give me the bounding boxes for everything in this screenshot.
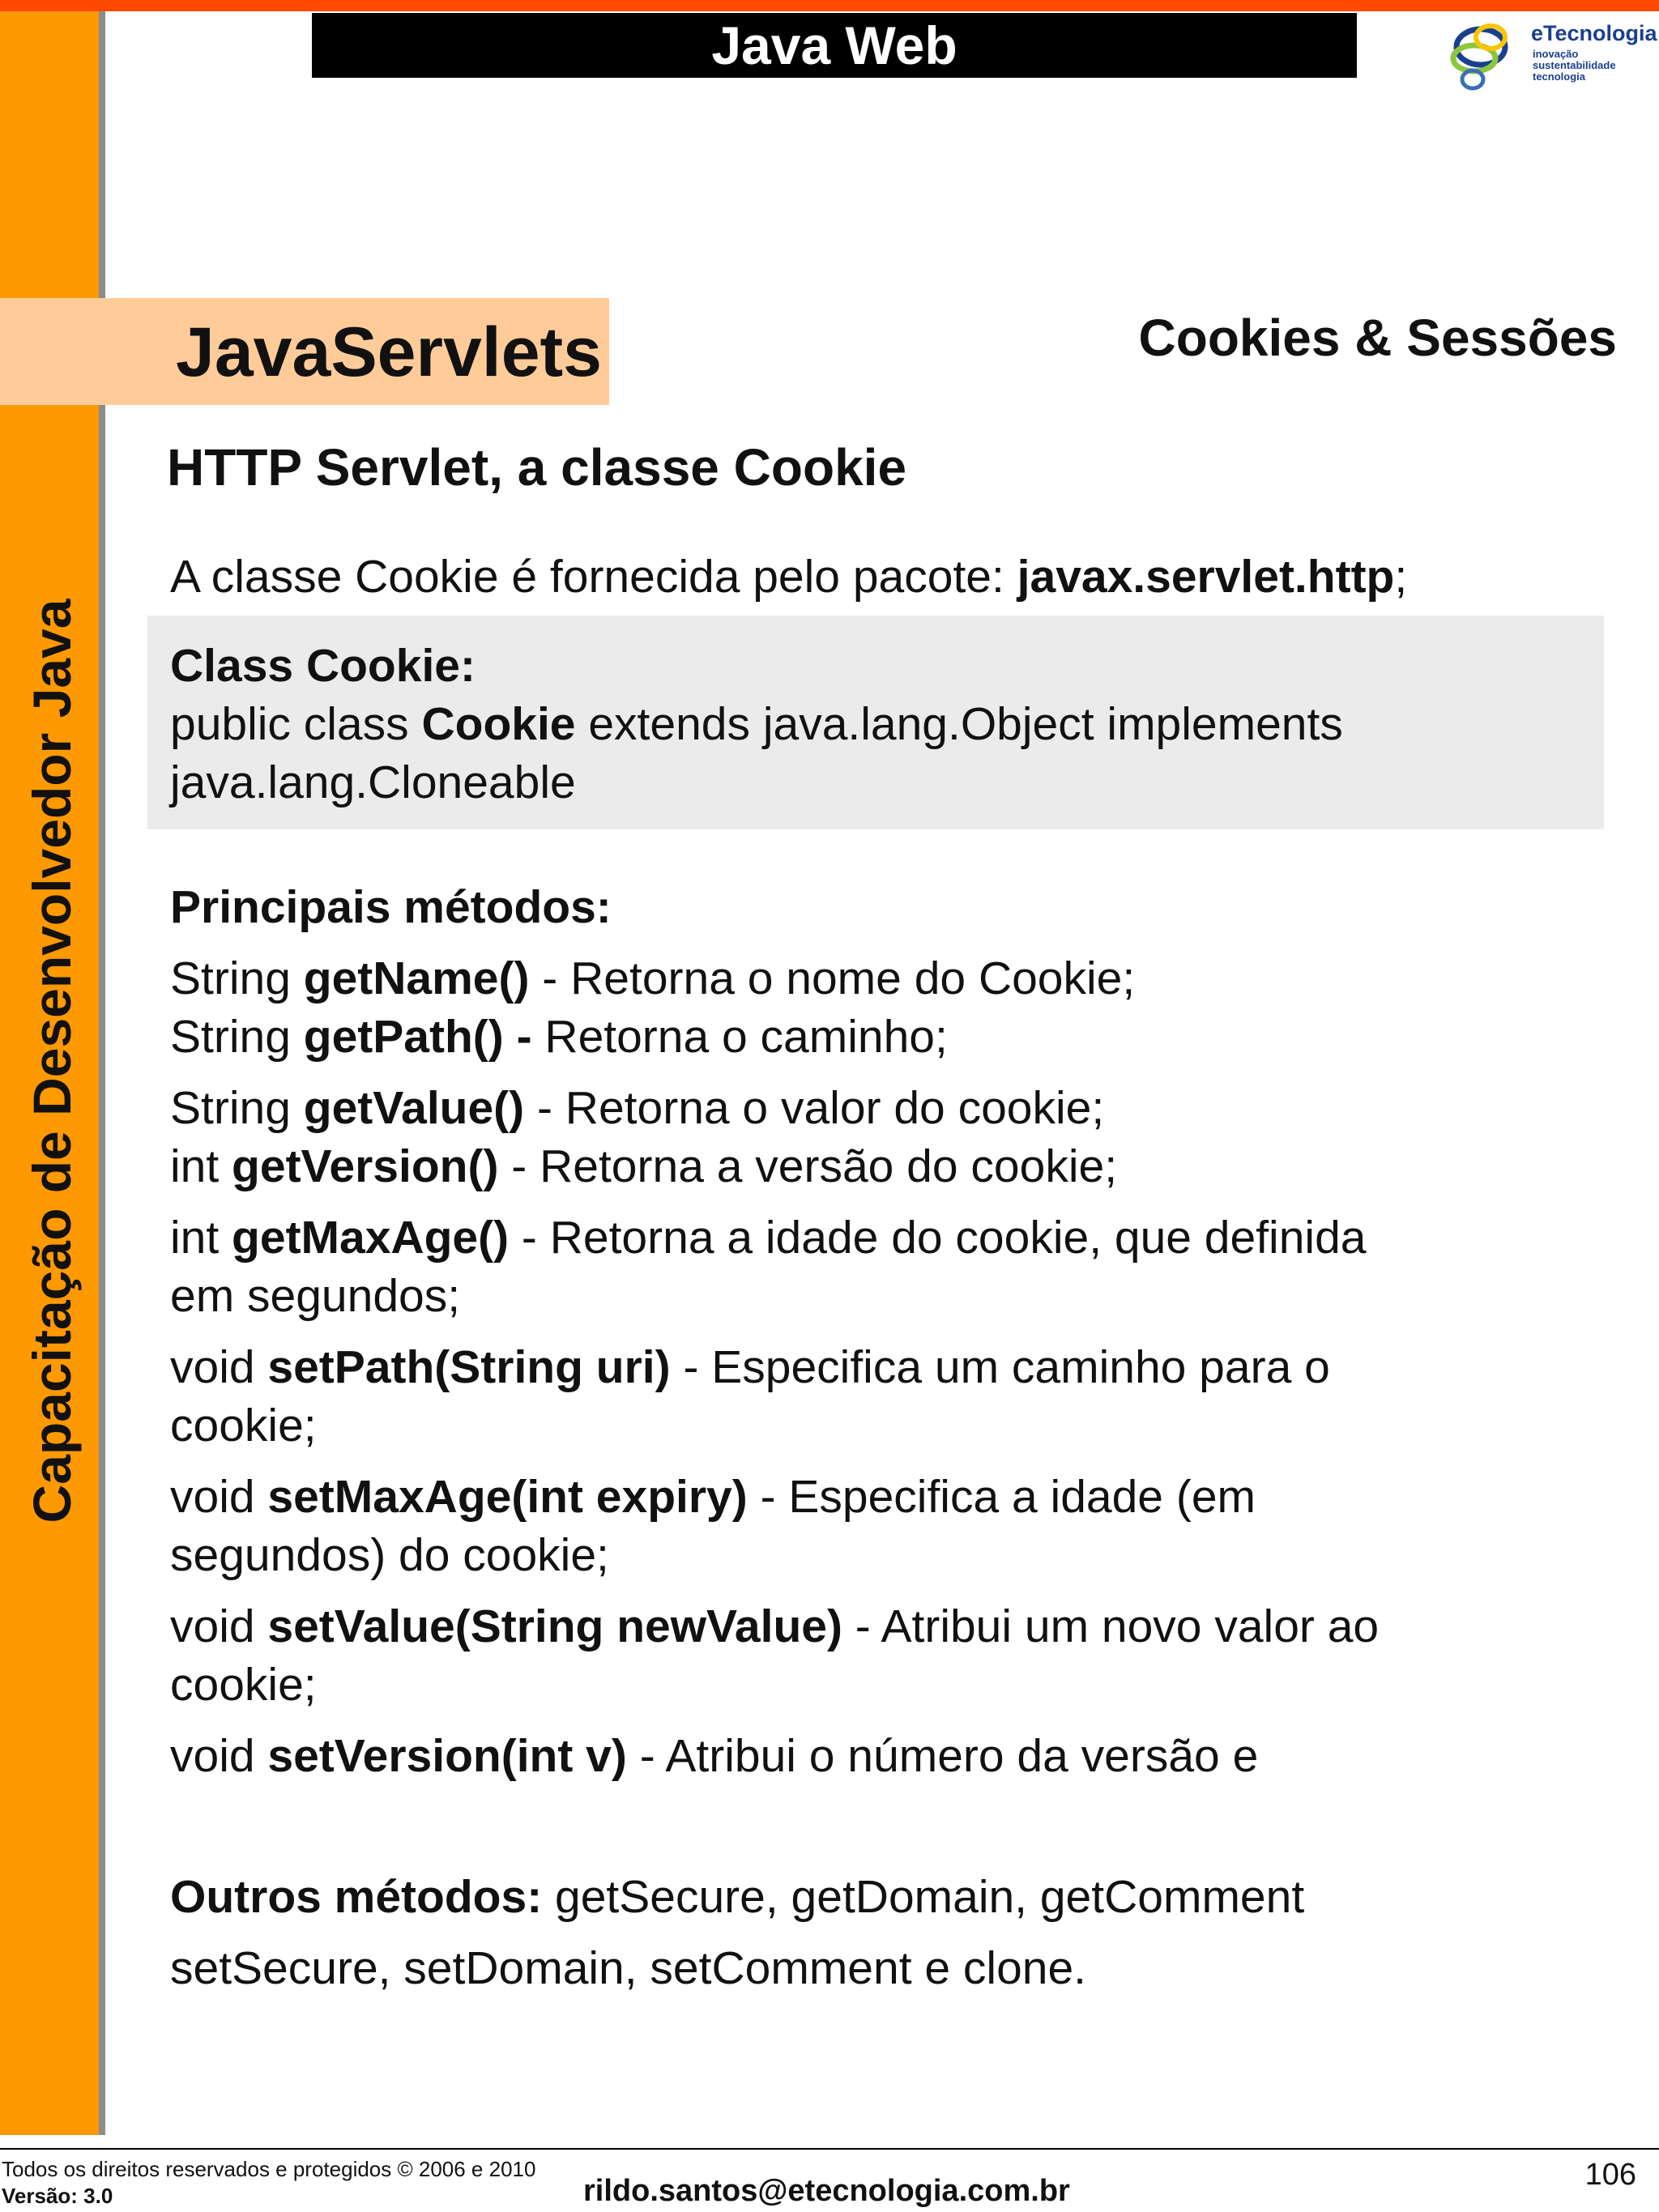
footer-version: Versão: 3.0 [2,2184,113,2208]
method-item: void setMaxAge(int expiry) - Especifica a idade (em segundos) do cookie; [170,1471,1256,1581]
other-methods: Outros métodos: getSecure, getDomain, getComment [170,1871,1305,1923]
other-methods-line2: setSecure, setDomain, setComment e clone. [170,1942,1087,1994]
method-item: void setPath(String uri) - Especifica um caminho para o cookie; [170,1341,1330,1451]
class-box-title: Class Cookie: [170,640,476,692]
page-number: 106 [1584,2158,1636,2192]
class-name: Cookie [421,698,576,750]
methods-title: Principais métodos: [170,881,612,933]
method-item: String getName() - Retorna o nome do Cookie; [170,953,1136,1004]
sidebar-title: Capacitação de Desenvolvedor Java [22,599,82,1524]
method-item: void setVersion(int v) - Atribui o número da versão e [170,1730,1259,1782]
logo-name: eTecnologia [1531,21,1657,45]
top-accent-stripe [0,0,1659,11]
company-logo [1450,16,1657,97]
logo-tagline: tecnologia [1533,70,1586,83]
section-title: JavaServlets [176,313,602,391]
package-name: javax.servlet.http [1017,551,1395,603]
subject-title: Cookies & Sessões [1138,309,1617,367]
slide-heading: HTTP Servlet, a classe Cookie [167,438,907,497]
header-title: Java Web [312,13,1357,78]
logo-tagline: inovação [1533,48,1579,60]
logo-rings-icon [1450,16,1531,97]
method-item: void setValue(String newValue) - Atribui um novo valor ao cookie; [170,1600,1380,1711]
class-declaration-line2: java.lang.Cloneable [170,757,576,808]
method-item: String getPath() - Retorna o caminho; [170,1011,948,1063]
footer-copyright: Todos os direitos reservados e protegidos © 2006 e 2010 [2,2157,536,2181]
footer-divider [0,2148,1659,2150]
method-item: String getValue() - Retorna o valor do cookie; [170,1082,1105,1134]
footer-email: rildo.santos@etecnologia.com.br [583,2174,1070,2208]
intro-text: A classe Cookie é fornecida pelo pacote: javax.servlet.http; [170,551,1408,603]
logo-tagline: sustentabilidade [1533,59,1616,71]
method-item: int getVersion() - Retorna a versão do cookie; [170,1140,1118,1192]
class-declaration: public class Cookie extends java.lang.Object implements [170,698,1343,750]
method-item: int getMaxAge() - Retorna a idade do cookie, que definida em segundos; [170,1212,1367,1322]
